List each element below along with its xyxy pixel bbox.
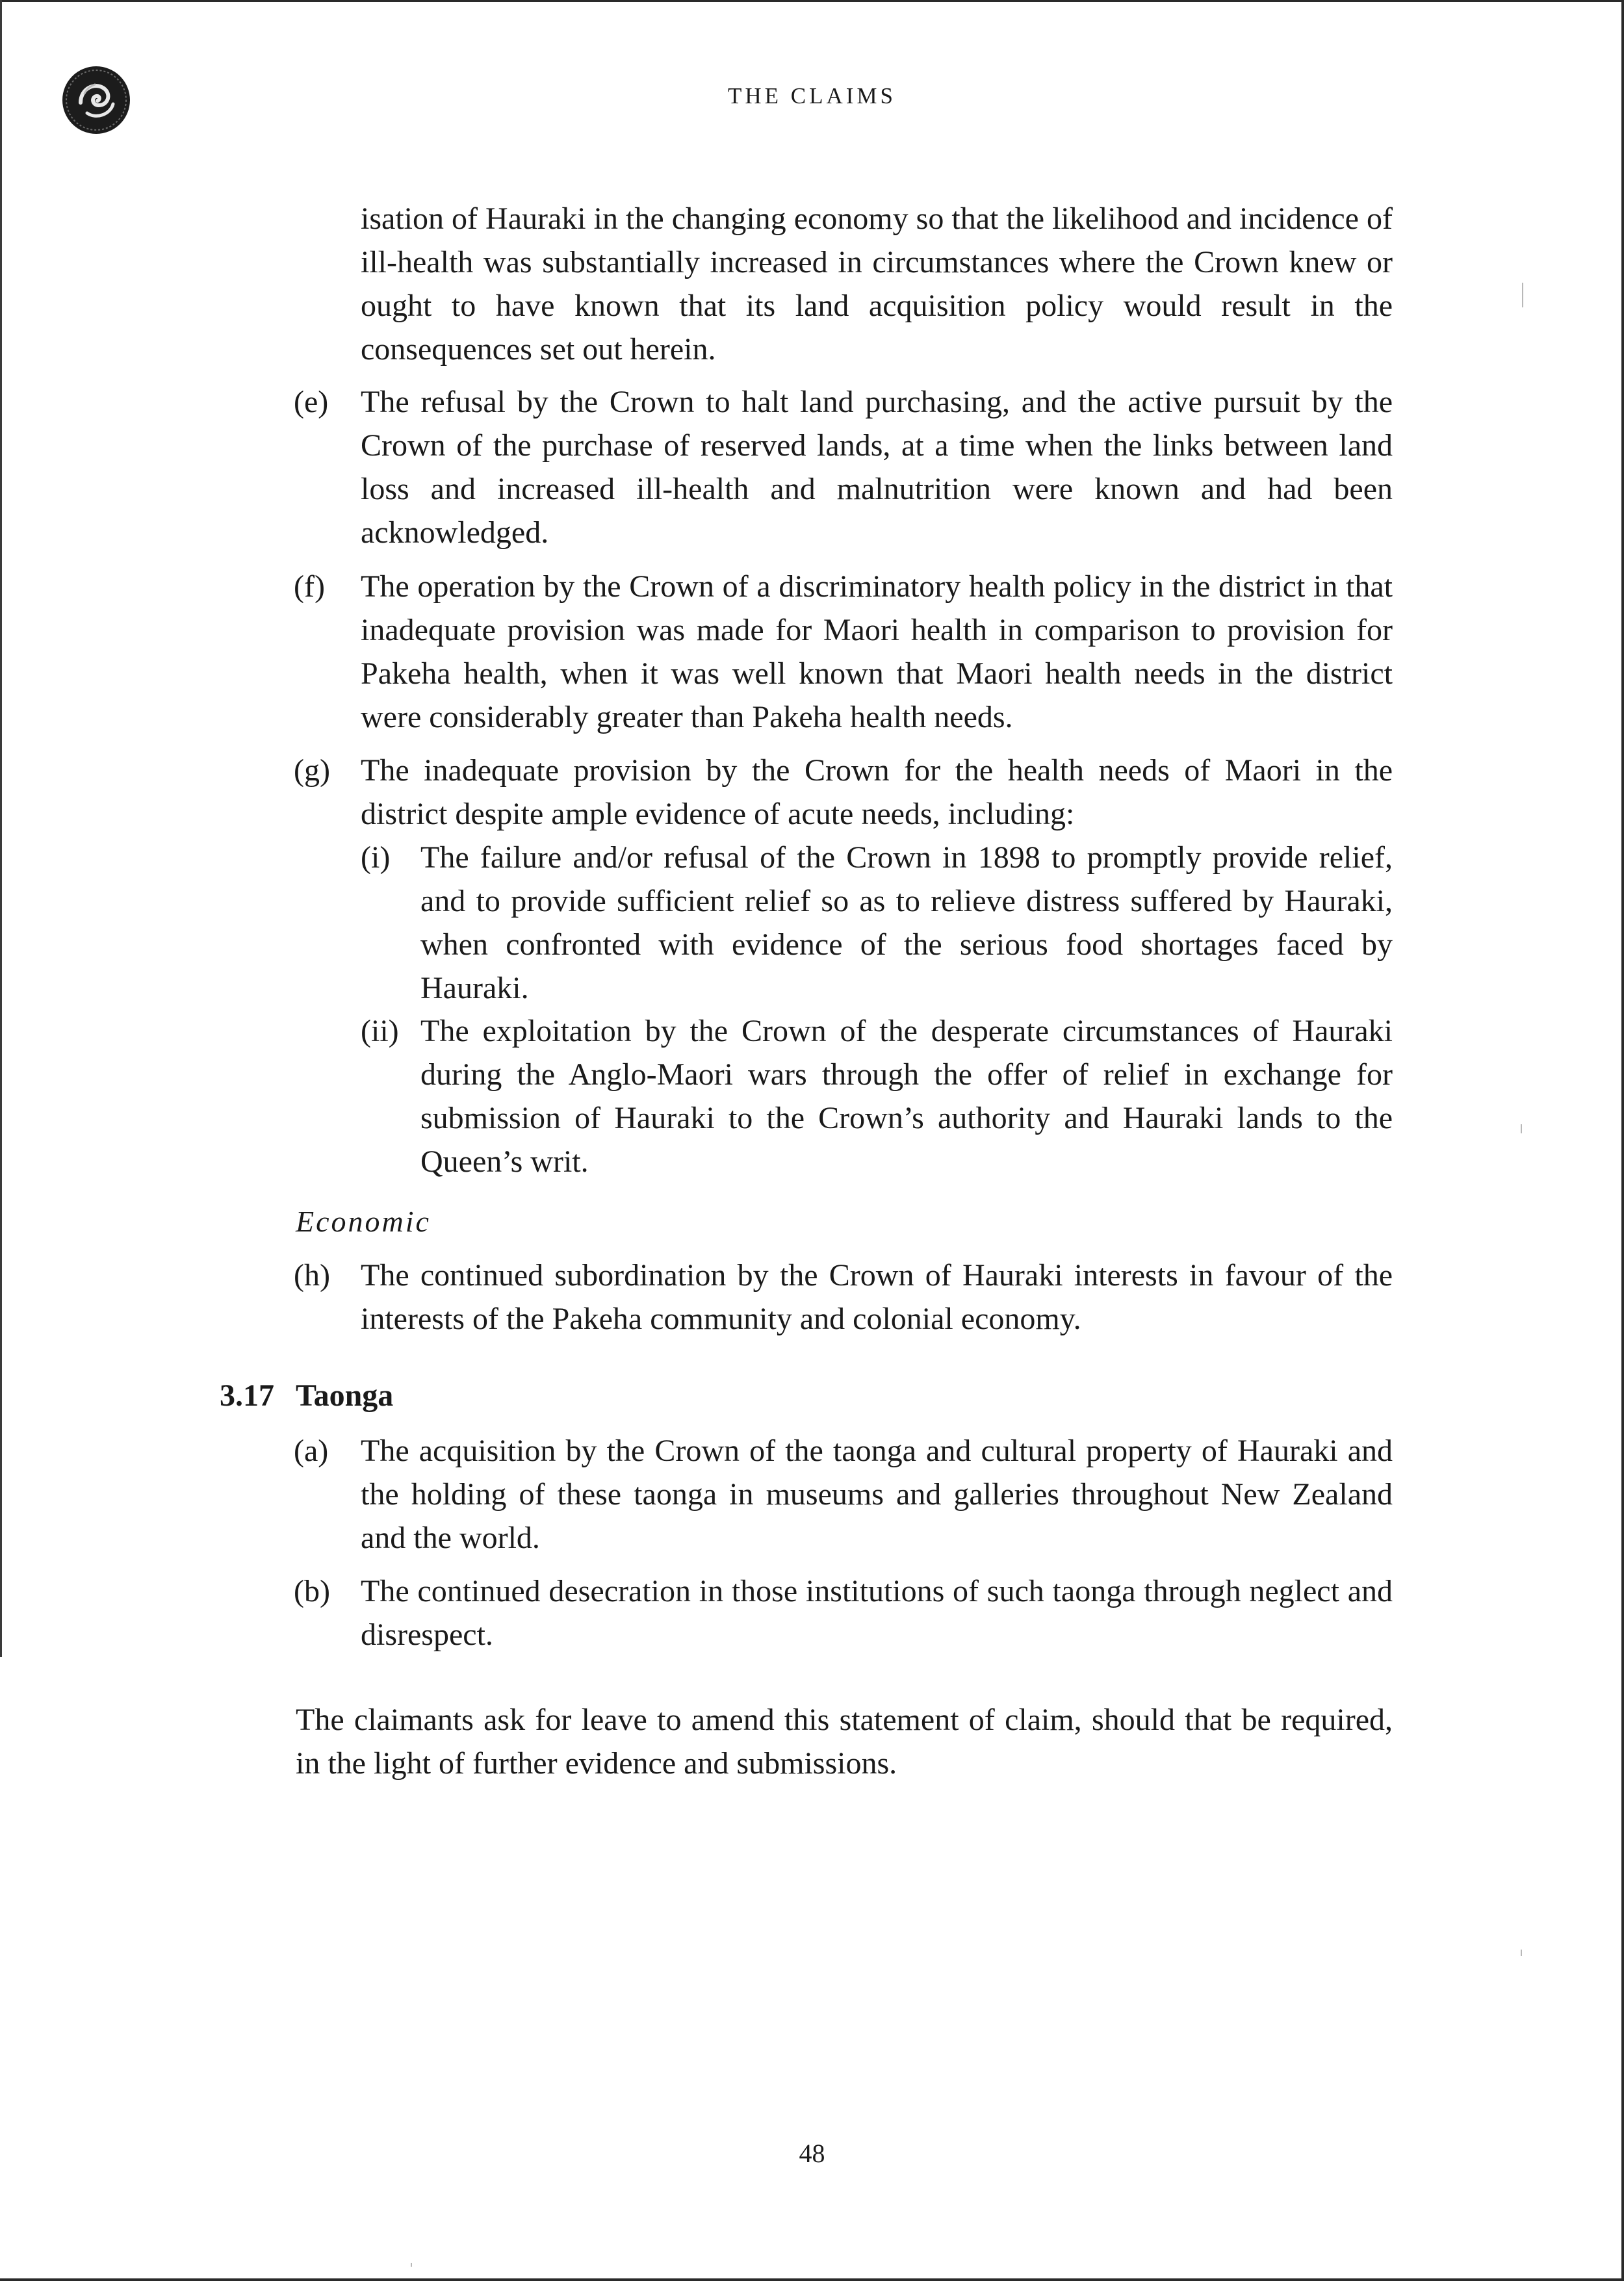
continuation-paragraph: isation of Hauraki in the changing economy so that the likelihood and incidence of ill-health was substantially increased in circumstances where the Crown knew or ought to have known that its land acquisition policy would result in the consequences set out herein. — [361, 201, 1393, 367]
section-title: Taonga — [296, 1378, 394, 1413]
subitem-label-i: (i) — [361, 840, 391, 875]
item-text-h: The continued subordination by the Crown of Hauraki interests in favour of the interests of the Pakeha community and colonial economy. — [361, 1258, 1393, 1336]
item-text-f: The operation by the Crown of a discriminatory health policy in the district in that inadequate provision was made for Maori health in comparison to provision for Pakeha health, when it was well known that Maori health needs in the district were considerably greater than Pakeha health needs. — [361, 569, 1393, 734]
page-number: 48 — [799, 2139, 825, 2168]
page-border-top — [0, 0, 1624, 2]
item-text-a: The acquisition by the Crown of the taonga and cultural property of Hauraki and the holding of these taonga in museums and galleries throughout New Zealand and the world. — [361, 1434, 1393, 1555]
item-label-a: (a) — [294, 1434, 329, 1468]
subitem-label-ii: (ii) — [361, 1014, 399, 1048]
economic-subheading: Economic — [296, 1205, 431, 1238]
item-label-e: (e) — [294, 385, 329, 419]
closing-paragraph: The claimants ask for leave to amend this statement of claim, should that be required, in the light of further evidence and submissions. — [296, 1703, 1393, 1781]
item-text-b: The continued desecration in those institutions of such taonga through neglect and disrespect. — [361, 1574, 1393, 1652]
scan-speck — [1521, 1950, 1522, 1956]
item-label-g: (g) — [294, 753, 330, 788]
subitem-text-ii: The exploitation by the Crown of the desperate circumstances of Hauraki during the Anglo-Maori wars through the offer of relief in exchange for submission of Hauraki to the Crown’s authority and Hauraki lands to the Queen’s writ. — [420, 1014, 1393, 1179]
page-border-bottom — [0, 2278, 1624, 2281]
item-text-g: The inadequate provision by the Crown for the health needs of Maori in the district despite ample evidence of acute needs, including: — [361, 753, 1393, 831]
running-head: THE CLAIMS — [727, 83, 897, 109]
item-label-f: (f) — [294, 569, 325, 604]
subitem-text-i: The failure and/or refusal of the Crown in 1898 to promptly provide relief, and to provide sufficient relief so as to relieve distress suffered by Hauraki, when confronted with evidence of the serious food shortages faced by Hauraki. — [420, 840, 1393, 1005]
item-label-h: (h) — [294, 1258, 330, 1293]
item-label-b: (b) — [294, 1574, 330, 1608]
item-text-e: The refusal by the Crown to halt land purchasing, and the active pursuit by the Crown of the purchase of reserved lands, at a time when the links between land loss and increased ill-health and malnutrition were known and had been acknowledged. — [361, 385, 1393, 550]
scan-speck — [411, 2263, 412, 2267]
page-border-left — [0, 0, 2, 1657]
page-border-right — [1621, 0, 1624, 2281]
scan-speck — [1522, 283, 1523, 307]
scan-speck — [1521, 1124, 1522, 1133]
section-number: 3.17 — [220, 1378, 274, 1413]
